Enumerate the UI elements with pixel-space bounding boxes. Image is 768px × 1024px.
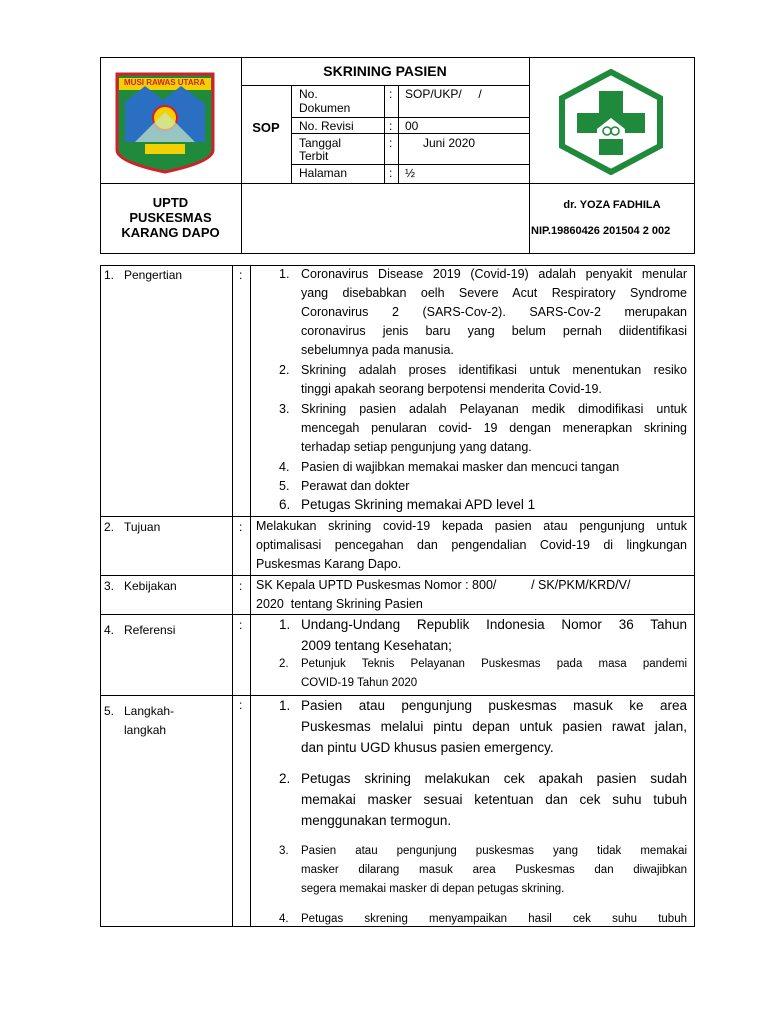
section-label: Tujuan [124,520,161,534]
text-line: Petugas skrening menyampaikan hasil cek suhu tubuh [301,913,687,925]
header-divider [100,183,695,184]
field-label: Dokumen [299,101,351,115]
text-line: Undang-Undang Republik Indonesia Nomor 36 Tahun [301,617,687,632]
body-divider [232,265,233,927]
header-divider [291,117,529,118]
section-label: Kebijakan [124,579,177,593]
field-label: Tanggal [299,136,342,150]
section-label: Referensi [124,623,176,637]
field-value: ½ [405,166,416,180]
text-line: memakai masker sesuai ketentuan dan cek suhu tubuh [301,792,687,807]
text-line: menggunakan termogun. [301,813,452,828]
field-colon: : [389,136,393,150]
text-line: terhadap setiap pengunjung yang datang. [301,440,532,454]
org-name-line: UPTD [152,195,189,210]
section-colon: : [239,268,243,282]
section-colon: : [239,520,243,534]
field-label: Terbit [299,149,329,163]
field-colon: : [389,87,393,101]
text-line: segera memakai masker di depan petugas skrining. [301,883,565,895]
text-line: Skrining pasien adalah Pelayanan medik dimodifikasi untuk [301,402,687,416]
text-line: mencegah penularan covid- 19 dengan menerapkan skrining [301,421,687,435]
section-colon: : [239,579,243,593]
section-number: 5. [104,704,115,718]
field-label: No. [299,87,318,101]
text-line: masker dilarang masuk area Puskesmas dan diwajibkan [301,864,687,876]
musi-rawas-utara-emblem-icon [115,72,215,174]
item-number: 2. [279,771,291,786]
text-line: Pasien atau pengunjung puskesmas yang tidak memakai [301,845,687,857]
page-title: SKRINING PASIEN [323,63,447,79]
item-number: 2. [279,658,289,670]
header-divider [529,57,530,254]
header-divider [291,164,529,165]
text-line: Coronavirus Disease 2019 (Covid-19) adalah penyakit menular [301,267,687,281]
text-line: 2009 tentang Kesehatan; [301,638,452,653]
text-line: Pasien atau pengunjung puskesmas masuk ke area [301,698,687,713]
text-line: Skrining adalah proses identifikasi untuk menentukan resiko [301,363,687,377]
text-line: Petunjuk Teknis Pelayanan Puskesmas pada masa pandemi [301,658,687,670]
text-line: Petugas Skrining memakai APD level 1 [301,497,536,512]
section-label: langkah [124,723,167,737]
header-divider [398,85,399,183]
text-line: Pasien di wajibkan memakai masker dan mencuci tangan [301,460,620,474]
header-divider [241,57,242,254]
item-number: 3. [279,845,289,857]
section-label: Pengertian [124,268,183,282]
item-number: 2. [279,363,290,377]
header-divider [291,133,529,134]
section-label: Langkah- [124,704,175,718]
sop-label: SOP [252,120,280,135]
field-colon: : [389,166,393,180]
body-divider [250,265,251,927]
text-line: tinggi apakah seorang berpotensi menderita Covid-19. [301,382,602,396]
org-name-line: KARANG DAPO [121,225,220,240]
text-line: Puskesmas Karang Dapo. [256,557,402,571]
text-line: coronavirus jenis baru yang belum pernah diidentifikasi [301,324,687,338]
text-line: Puskesmas melalui pintu depan untuk pasien rawat jalan, [301,719,687,734]
header-divider [291,85,292,183]
text-line: optimalisasi pencegahan dan pengendalian Covid-19 di lingkungan [256,538,687,552]
field-value: Juni 2020 [423,136,476,150]
signer-name: dr. YOZA FADHILA [563,199,661,211]
text-line: COVID-19 Tahun 2020 [301,677,418,689]
field-label: No. Revisi [299,119,354,133]
item-number: 1. [279,617,291,632]
text-line: SK Kepala UPTD Puskesmas Nomor : 800/ / SK/PKM/KRD/V/ [256,578,631,592]
section-number: 4. [104,623,115,637]
text-line: Perawat dan dokter [301,479,410,493]
section-colon: : [239,698,243,712]
text-line: sebelumnya pada manusia. [301,343,454,357]
org-name-line: PUSKESMAS [129,210,212,225]
item-number: 5. [279,479,290,493]
field-colon: : [389,119,393,133]
header-divider [241,85,529,86]
signer-nip: NIP.19860426 201504 2 002 [531,225,671,237]
item-number: 4. [279,913,289,925]
section-colon: : [239,618,243,632]
text-line: 2020 tentang Skrining Pasien [256,597,423,611]
text-line: Petugas skrining melakukan cek apakah pasien sudah [301,771,687,786]
puskesmas-logo-icon [557,69,665,175]
item-number: 3. [279,402,290,416]
text-line: dan pintu UGD khusus pasien emergency. [301,740,554,755]
item-number: 6. [279,497,291,512]
section-number: 1. [104,268,115,282]
item-number: 4. [279,460,290,474]
field-value: SOP/UKP/ / [405,87,482,101]
header-divider [384,85,385,183]
item-number: 1. [279,267,290,281]
item-number: 1. [279,698,291,713]
section-number: 3. [104,579,115,593]
field-label: Halaman [299,166,348,180]
text-line: yang disebabkan oelh Severe Acut Respiratory Syndrome [301,286,687,300]
section-number: 2. [104,520,115,534]
text-line: Melakukan skrining covid-19 kepada pasien atau pengunjung untuk [256,519,687,533]
logo-banner-text: MUSI RAWAS UTARA [124,78,206,87]
text-line: Coronavirus 2 (SARS-Cov-2). SARS-Cov-2 merupakan [301,305,687,319]
field-value: 00 [405,119,419,133]
